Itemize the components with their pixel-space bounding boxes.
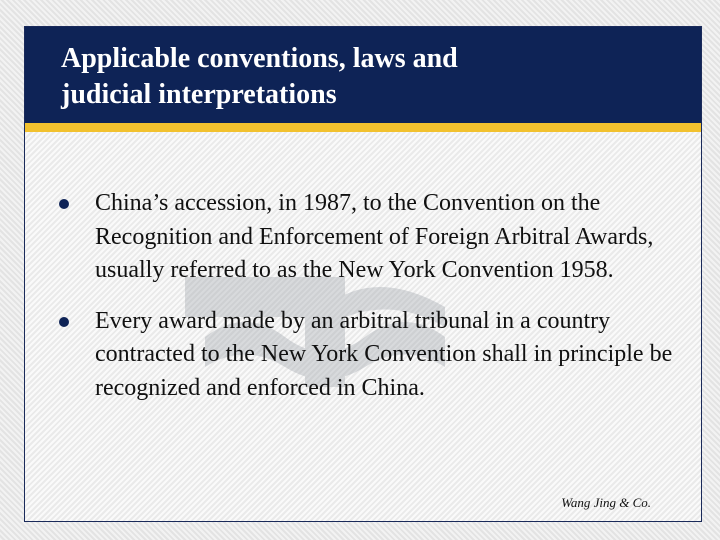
bullet-icon: [59, 317, 69, 327]
slide-title-line2: judicial interpretations: [61, 79, 337, 110]
slide: [24, 26, 702, 522]
bullet-list: [59, 187, 679, 422]
bullet-text: Every award made by an arbitral tribunal in a country contracted to the New York Convention shall in principle be recognized and enforced in China.: [95, 307, 673, 401]
slide-title: [61, 41, 661, 113]
accent-bar: [25, 123, 701, 132]
bullet-item: [59, 187, 679, 288]
title-bar: [25, 27, 701, 123]
bullet-icon: [59, 199, 69, 209]
bullet-text: China’s accession, in 1987, to the Convention on the Recognition and Enforcement of Foreign Arbitral Awards, usually referred to as the New York Convention 1958.: [95, 190, 654, 283]
slide-title-line1: Applicable conventions, laws and: [61, 43, 458, 74]
bullet-item: [59, 305, 679, 406]
footer-credit: Wang Jing & Co.: [561, 495, 651, 510]
